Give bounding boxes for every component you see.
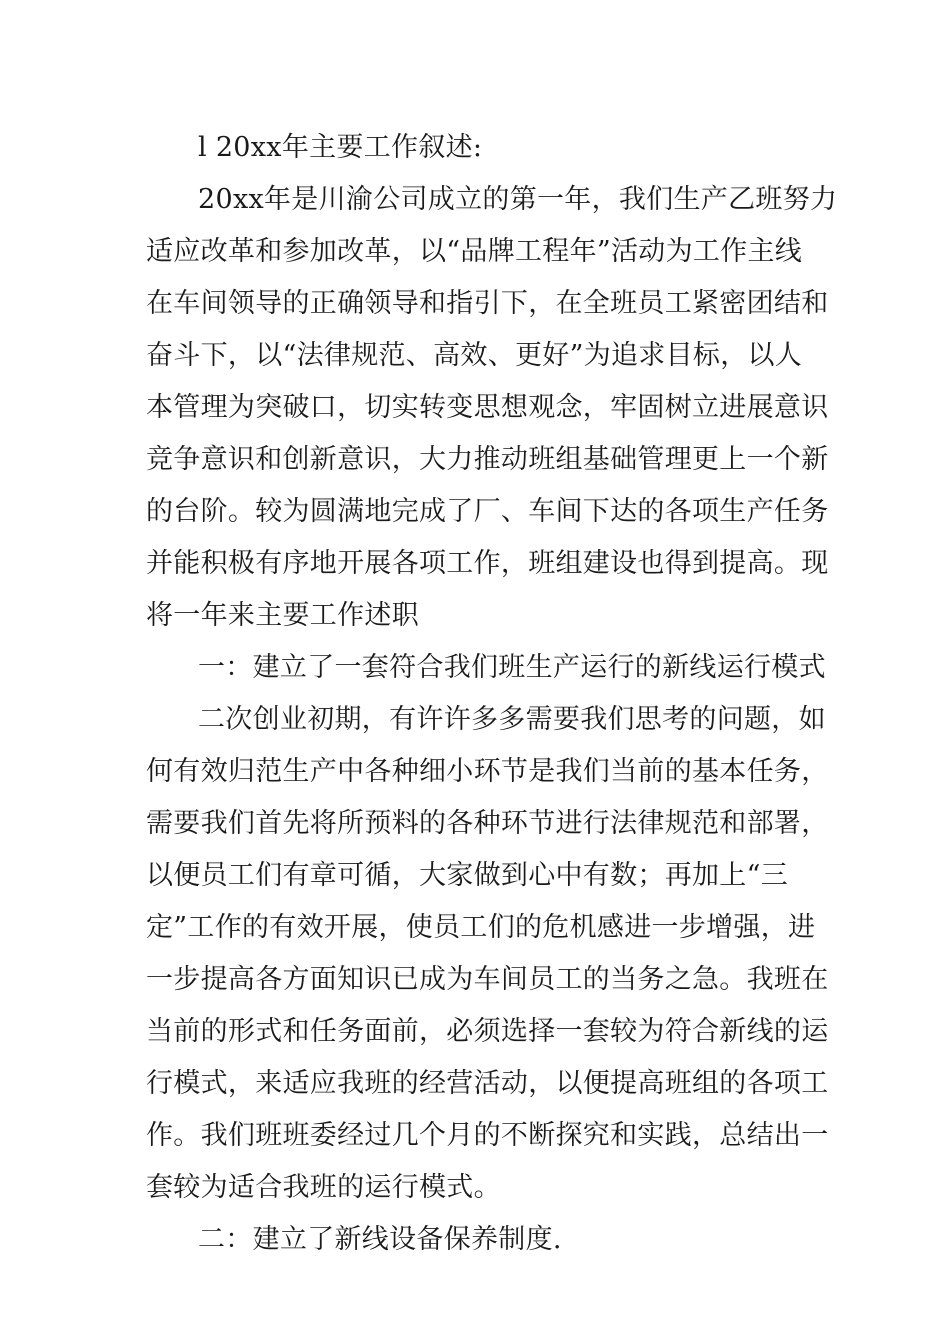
section-heading: l 20xx年主要工作叙述:	[198, 132, 483, 163]
paragraph-line: 以便员工们有章可循，大家做到心中有数；再加上“三	[146, 860, 789, 891]
paragraph-line: 定”工作的有效开展，使员工们的危机感进一步增强，进	[146, 912, 816, 943]
paragraph-line: 20xx年是川渝公司成立的第一年，我们生产乙班努力	[198, 184, 838, 215]
section-heading: 一：建立了一套符合我们班生产运行的新线运行模式	[198, 652, 826, 683]
paragraph-line: 作。我们班班委经过几个月的不断探究和实践，总结出一	[146, 1120, 829, 1151]
paragraph-line: 需要我们首先将所预料的各种环节进行法律规范和部署，	[146, 808, 829, 839]
paragraph-line: 何有效归范生产中各种细小环节是我们当前的基本任务，	[146, 756, 829, 787]
paragraph-line: 适应改革和参加改革，以“品牌工程年”活动为工作主线	[146, 236, 803, 267]
paragraph-line: 将一年来主要工作述职	[146, 600, 419, 631]
section-heading: 二：建立了新线设备保养制度.	[198, 1224, 562, 1255]
paragraph-line: 奋斗下，以“法律规范、高效、更好”为追求目标，以人	[146, 340, 803, 371]
paragraph-line: 行模式，来适应我班的经营活动，以便提高班组的各项工	[146, 1068, 829, 1099]
paragraph-line: 并能积极有序地开展各项工作，班组建设也得到提高。现	[146, 548, 829, 579]
paragraph-line: 竞争意识和创新意识，大力推动班组基础管理更上一个新	[146, 444, 829, 475]
paragraph-line: 套较为适合我班的运行模式。	[146, 1172, 501, 1203]
paragraph-line: 的台阶。较为圆满地完成了厂、车间下达的各项生产任务	[146, 496, 829, 527]
paragraph-line: 一步提高各方面知识已成为车间员工的当务之急。我班在	[146, 964, 829, 995]
paragraph-line: 本管理为突破口，切实转变思想观念，牢固树立进展意识	[146, 392, 829, 423]
paragraph-line: 在车间领导的正确领导和指引下，在全班员工紧密团结和	[146, 288, 829, 319]
paragraph-line: 当前的形式和任务面前，必须选择一套较为符合新线的运	[146, 1016, 829, 1047]
paragraph-line: 二次创业初期，有许许多多需要我们思考的问题，如	[198, 704, 826, 735]
